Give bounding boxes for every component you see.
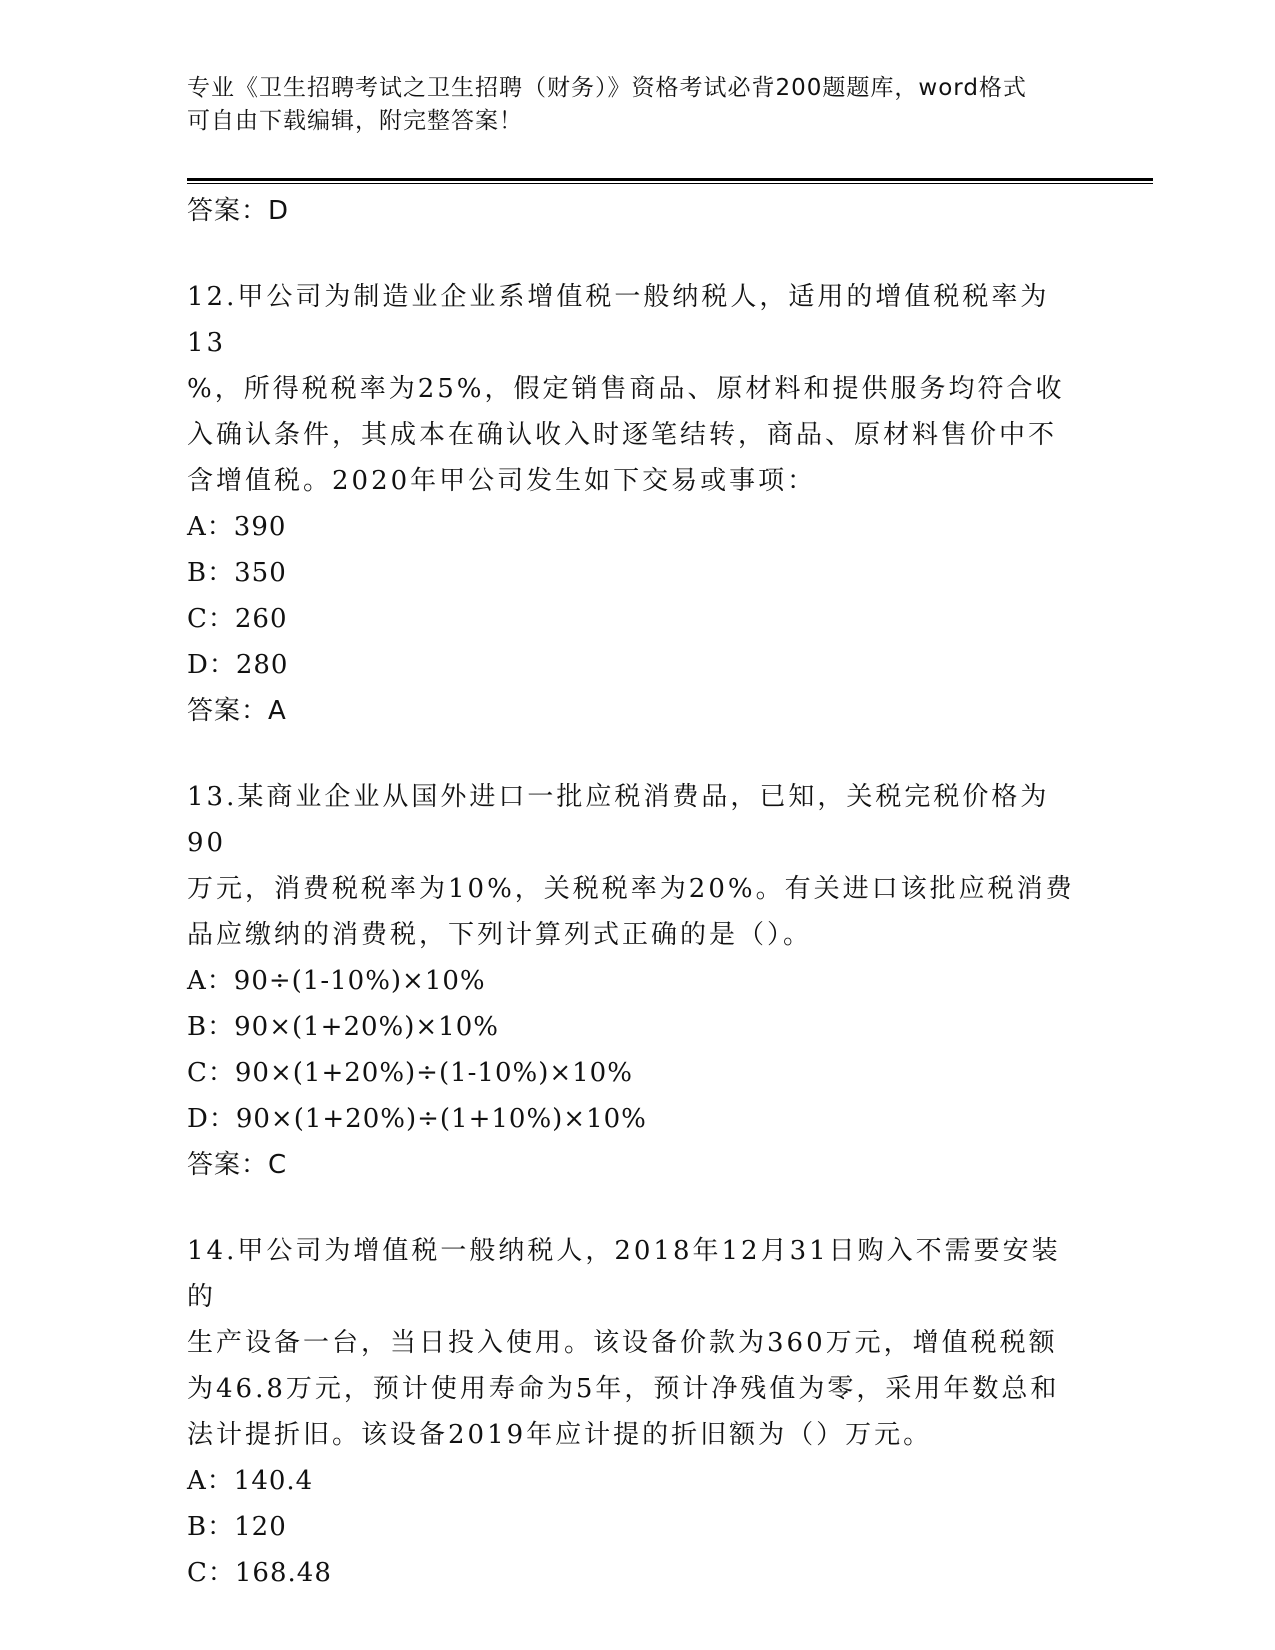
answer-label: 答案：C (187, 1150, 288, 1180)
question-stem-line: 14.甲公司为增值税一般纳税人，2018年12月31日购入不需要安装的 (187, 1236, 1061, 1312)
question-stem-line: 品应缴纳的消费税，下列计算列式正确的是（）。 (187, 920, 813, 950)
question-stem-line: 13.某商业企业从国外进口一批应税消费品，已知，关税完税价格为90 (187, 782, 1050, 858)
option-a: A：390 (187, 512, 287, 542)
question-stem-line: 含增值税。2020年甲公司发生如下交易或事项： (187, 466, 817, 496)
question-stem-line: 生产设备一台，当日投入使用。该设备价款为360万元，增值税税额 (187, 1328, 1058, 1358)
header-divider-thick (187, 178, 1153, 181)
question-stem-line: 为46.8万元，预计使用寿命为5年，预计净残值为零，采用年数总和 (187, 1374, 1060, 1404)
question-stem-line: %，所得税税率为25%，假定销售商品、原材料和提供服务均符合收 (187, 374, 1065, 404)
header-divider-thin (187, 183, 1153, 184)
question-13 (187, 774, 1087, 1188)
option-c: C：260 (187, 604, 288, 634)
question-stem-line: 入确认条件，其成本在确认收入时逐笔结转，商品、原材料售价中不 (187, 420, 1058, 450)
option-a: A：90÷(1-10%)×10% (187, 966, 486, 996)
answer-label: 答案：A (187, 696, 287, 726)
question-stem-line: 12.甲公司为制造业企业系增值税一般纳税人，适用的增值税税率为13 (187, 282, 1050, 358)
option-d: D：280 (187, 650, 289, 680)
option-d: D：90×(1+20%)÷(1+10%)×10% (187, 1104, 647, 1134)
option-c: C：168.48 (187, 1558, 332, 1588)
question-12 (187, 274, 1087, 734)
question-stem-line: 万元，消费税税率为10%，关税税率为20%。有关进口该批应税消费 (187, 874, 1075, 904)
question-stem-line: 法计提折旧。该设备2019年应计提的折旧额为（）万元。 (187, 1420, 933, 1450)
question-list (187, 188, 1087, 1596)
option-b: B：120 (187, 1512, 287, 1542)
document-header (187, 72, 1067, 138)
option-a: A：140.4 (187, 1466, 314, 1496)
question-14 (187, 1228, 1087, 1596)
option-b: B：350 (187, 558, 287, 588)
header-line-1: 专业《卫生招聘考试之卫生招聘（财务）》资格考试必背200题题库，word格式 (187, 75, 1027, 101)
option-c: C：90×(1+20%)÷(1-10%)×10% (187, 1058, 633, 1088)
option-b: B：90×(1+20%)×10% (187, 1012, 499, 1042)
answer-label: 答案：D (187, 196, 290, 226)
header-line-2: 可自由下载编辑，附完整答案！ (187, 108, 523, 134)
